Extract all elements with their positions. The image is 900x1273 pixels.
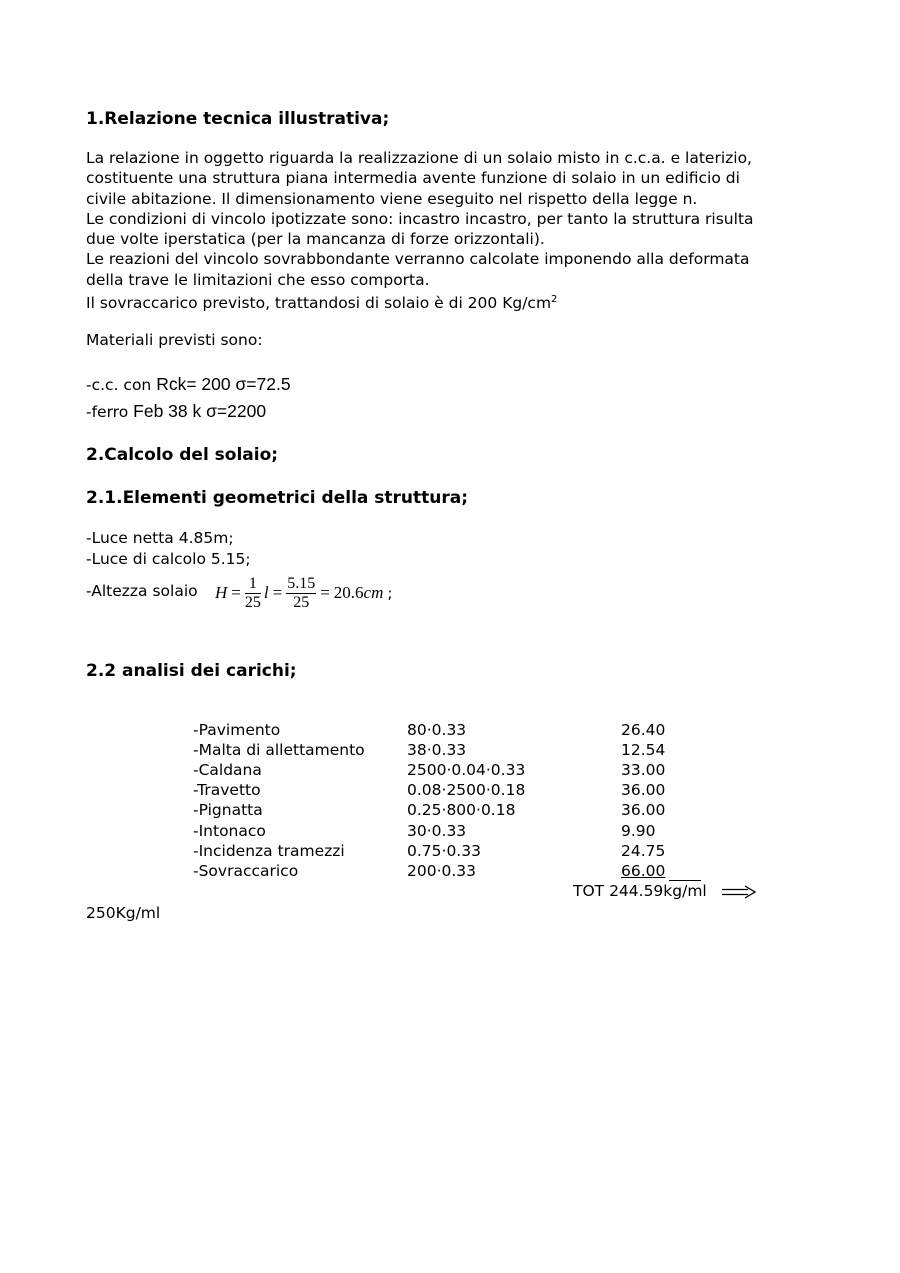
net-span-line: -Luce netta 4.85m; (86, 529, 234, 547)
load-formula: 0.25·800·0.18 (407, 801, 516, 819)
section-2-2-heading: 2.2 analisi dei carichi; (86, 661, 297, 681)
load-name: -Pavimento (193, 721, 281, 739)
load-formula: 0.75·0.33 (407, 842, 481, 860)
material-steel-value: Feb 38 k σ=2200 (133, 401, 267, 421)
overload-superscript: 2 (551, 294, 558, 306)
load-value: 12.54 (621, 741, 666, 759)
material-steel (86, 401, 266, 422)
load-value: 36.00 (621, 801, 666, 819)
formula-equals: = (272, 583, 283, 602)
material-concrete-value: Rck= 200 σ=72.5 (156, 374, 291, 394)
fraction-denominator: 25 (244, 593, 261, 611)
load-value: 33.00 (621, 761, 666, 779)
load-name: -Incidenza tramezzi (193, 842, 345, 860)
height-label: -Altezza solaio (86, 582, 198, 600)
formula-result: 20.6 (333, 583, 364, 602)
paragraph-line: civile abitazione. Il dimensionamento viene eseguito nel rispetto della legge n. (86, 189, 698, 208)
paragraph-line: Le condizioni di vincolo ipotizzate sono: incastro incastro, per tanto la struttura risulta (86, 209, 754, 228)
paragraph-line: La relazione in oggetto riguarda la realizzazione di un solaio misto in c.c.a. e laterizio, (86, 149, 752, 167)
load-name: -Travetto (193, 781, 261, 799)
load-formula: 2500·0.04·0.33 (407, 761, 526, 779)
formula-unit: cm (363, 583, 384, 602)
section-2-1-heading: 2.1.Elementi geometrici della struttura; (86, 488, 469, 508)
material-concrete (86, 374, 291, 395)
paragraph-line: Le reazioni del vincolo sovrabbondante verranno calcolate imponendo alla deformata (86, 250, 750, 269)
formula-fraction-2 (286, 575, 316, 612)
load-value: 36.00 (621, 781, 666, 799)
paragraph-line: due volte iperstatica (per la mancanza di forze orizzontali). (86, 230, 545, 249)
load-value: 66.00 (621, 862, 666, 880)
formula-equals: = (231, 583, 241, 602)
load-formula: 30·0.33 (407, 822, 467, 840)
section-1-paragraph (86, 148, 754, 314)
formula-lhs: H (215, 583, 228, 602)
load-formula: 38·0.33 (407, 741, 467, 759)
material-steel-prefix: -ferro (86, 403, 134, 421)
implies-arrow-icon (721, 885, 757, 899)
fraction-denominator: 25 (293, 593, 310, 611)
materials-intro: Materiali previsti sono: (86, 331, 263, 349)
sum-underline (669, 880, 701, 881)
load-value: 24.75 (621, 842, 666, 860)
load-value: 26.40 (621, 721, 666, 739)
formula-fraction-1 (245, 575, 261, 612)
overload-text: Il sovraccarico previsto, trattandosi di solaio è di 200 Kg/cm (86, 294, 552, 313)
load-name: -Sovraccarico (193, 862, 299, 880)
overload-line (86, 290, 754, 313)
total-line: TOT 244.59kg/ml (573, 882, 707, 900)
calc-span-line: -Luce di calcolo 5.15; (86, 550, 251, 568)
load-name: -Intonaco (193, 822, 266, 840)
fraction-numerator: 1 (245, 575, 261, 594)
section-1-heading: 1.Relazione tecnica illustrativa; (86, 109, 390, 129)
load-formula: 200·0.33 (407, 862, 477, 880)
load-name: -Malta di allettamento (193, 741, 365, 759)
load-formula: 0.08·2500·0.18 (407, 781, 526, 799)
load-name: -Pignatta (193, 801, 263, 819)
material-concrete-prefix: -c.c. con (86, 376, 157, 394)
load-name: -Caldana (193, 761, 262, 779)
result-value: 250Kg/ml (86, 904, 161, 922)
fraction-numerator: 5.15 (287, 574, 316, 592)
section-2-heading: 2.Calcolo del solaio; (86, 445, 279, 465)
paragraph-line: costituente una struttura piana intermedia avente funzione di solaio in un edificio di (86, 169, 740, 188)
paragraph-line: della trave le limitazioni che esso comporta. (86, 270, 430, 289)
formula-end: ; (387, 583, 393, 602)
formula-var: l (263, 583, 269, 602)
load-value: 9.90 (621, 822, 656, 840)
height-formula (215, 572, 393, 614)
formula-equals: = (320, 583, 330, 602)
load-formula: 80·0.33 (407, 721, 467, 739)
